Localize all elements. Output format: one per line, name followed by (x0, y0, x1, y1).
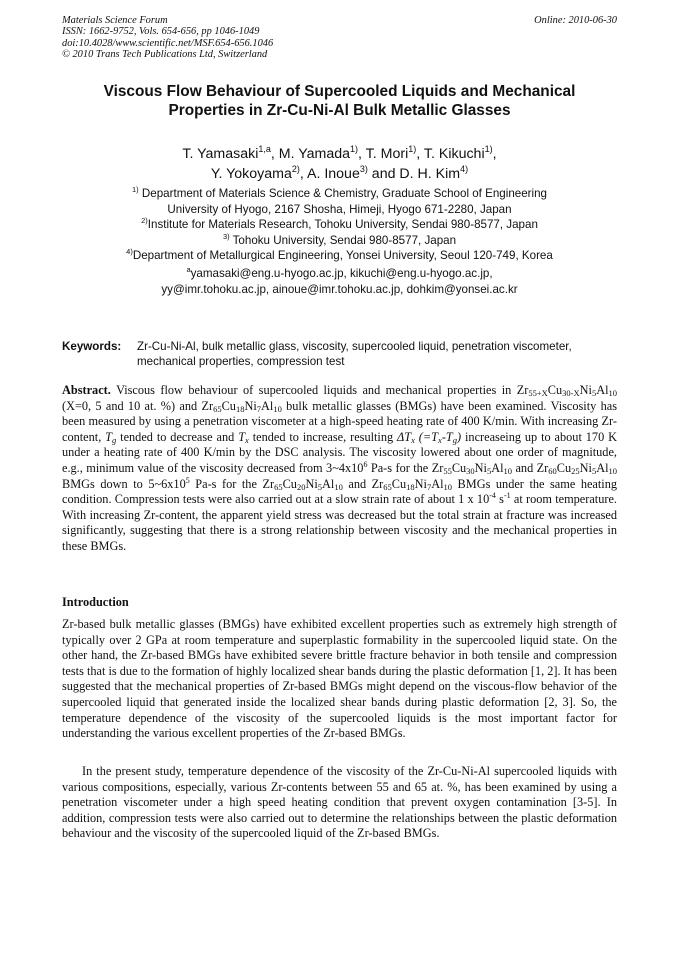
composition: $Zr_{55}Cu_{30}Ni_5Al_{10}$ (431, 460, 513, 476)
affiliations (62, 186, 617, 264)
online-date: Online: 2010-06-30 (534, 15, 617, 26)
title-line-1: Viscous Flow Behaviour of Supercooled Liquids and Mechanical (103, 83, 576, 100)
author-line-2: Y. Yokoyama$^{2)}$, A. Inoue$^{3)}$ and D. H. Kim$^{4)}$ (210, 163, 469, 182)
affil-mark: 2) (141, 216, 148, 225)
affiliation-1-address: University of Hyogo, 2167 Shosha, Himeji, Hyogo 671-2280, Japan (167, 202, 512, 216)
journal-issn: ISSN: 1662-9752, Vols. 654-656, pp 1046-1049 (62, 26, 260, 38)
keywords-label: Keywords: (62, 340, 122, 353)
composition: $Zr_{60}Cu_{25}Ni_5Al_{10}$ (536, 460, 617, 476)
intro-paragraph-1: Zr-based bulk metallic glasses (BMGs) have exhibited excellent properties such as extremely high strength of typically over 2 GPa at room temperature and superplastic formability in the supercooled liquid state. On the other hand, the Zr-based BMGs have exhibited severe brittle fracture behavior in both tensile and compression tests that is due to the formation of highly localized shear bands during the plastic deformation [1, 2]. It has been suggested that the mechanical properties of Zr-based BMGs might depend on the viscous-flow behavior of the supercooled liquid that generated inside the localized shear bands during plastic deformation [2, 3]. So, the temperature dependence of the viscosity of the supercooled liquids is the most important factor for understanding the various excellent properties of the Zr-based BMGs. (62, 617, 617, 741)
author-name: D. H. Kim (399, 165, 461, 182)
author-affil-mark: 1,a (258, 144, 271, 154)
affiliation-4: $^{4)}$Department of Metallurgical Engineering, Yonsei University, Seoul 120-749, Korea (126, 247, 553, 262)
author-affil-mark: 4) (460, 163, 469, 174)
intro-paragraph-2: In the present study, temperature dependence of the viscosity of the Zr-Cu-Ni-Al supercooled liquids with various compositions, especially, various Zr-contents between 55 and 65 at. %, has been examined by using a penetration viscometer under a high speed heating condition that prevent oxygen contamination [3-5]. In addition, compression tests were also carried out to determine the relationships between the plastic deformation behaviour and the viscosity of the supercooled liquid of the Zr-based BMGs. (62, 764, 617, 841)
author-line-1: T. Yamasaki$^{1,a}$, M. Yamada$^{1)}$, T. Mori$^{1)}$, T. Kikuchi$^{1)}$, (182, 144, 497, 162)
abstract: Abstract. Viscous flow behaviour of supercooled liquids and mechanical properties in $Zr_{55+X}Cu_{30-X}Ni_5Al_{10}$ (X=0, 5 and 10 at. %) and $Zr_{65}Cu_{18}Ni_7Al_{10}$ bulk metallic glasses (BMGs) have been examined. Viscosity has been measured by using a penetration viscometer at a high-speed heating rate of 400 K/min. With increasing Zr-content, $T_g$ tended to decrease and $T_x$ tended to increase, resulting $\Delta T_x$ $(=T_x-T_g)$ increaseing up to about 170 K under a heating rate of 400 K/min by the DSC analysis. The viscosity lowered about one order of magnitude, e.g., minimum value of the viscosity decreased from $3\sim 4x10^6$ Pa-s for the $Zr_{55}Cu_{30}Ni_5Al_{10}$ and $Zr_{60}Cu_{25}Ni_5Al_{10}$ BMGs down to $5\sim 6x10^5$ Pa-s for the $Zr_{65}Cu_{20}Ni_5Al_{10}$ and $Zr_{65}Cu_{18}Ni_7Al_{10}$ BMGs under the same heating condition. Compression tests were also carried out at a slow strain rate of about 1 x $10^{-4}$ $s^{-1}$ at room temperature. With increasing Zr-content, the apparent yield stress was decreased but the total strain at fracture was increased significantly, suggesting that there is a strong relationship between viscosity and the mechanical properties in these BMGs. (62, 383, 618, 553)
composition: $Zr_{65}Cu_{20}Ni_5Al_{10}$ (262, 476, 343, 492)
email-mark: a (186, 265, 191, 274)
symbol-tg: $T_g$ (105, 429, 117, 445)
affiliation-2: $^{2)}$Institute for Materials Research, Tohoku University, Sendai 980-8577, Japan (141, 216, 538, 231)
composition: $Zr_{65}Cu_{18}Ni_7Al_{10}$ (371, 476, 453, 492)
author-affil-mark: 2) (291, 163, 300, 174)
journal-name: Materials Science Forum (62, 15, 168, 26)
affil-mark: 1) (131, 185, 139, 194)
author-name: T. Kikuchi (423, 146, 485, 162)
abstract-label: Abstract. (62, 383, 111, 397)
symbol-tx: $T_x$ (238, 429, 249, 445)
author-name: T. Yamasaki (182, 146, 259, 162)
author-emails (62, 266, 617, 297)
symbol-delta-tx: $\Delta T_x$ $(=T_x-T_g)$ (397, 429, 462, 445)
author-name: Y. Yokoyama (210, 165, 292, 182)
paper-title (62, 82, 617, 120)
author-name: A. Inoue (306, 165, 360, 182)
section-heading-introduction: Introduction (62, 595, 129, 609)
author-affil-mark: 3) (359, 163, 368, 174)
author-list (62, 145, 617, 184)
journal-copyright: © 2010 Trans Tech Publications Ltd, Switzerland (62, 49, 268, 61)
composition: $Zr_{65}Cu_{18}Ni_7Al_{10}$ (201, 398, 282, 414)
email-line-2[interactable]: yy@imr.tohoku.ac.jp, ainoue@imr.tohoku.ac.jp, dohkim@yonsei.ac.kr (161, 282, 518, 296)
author-affil-mark: 1) (350, 144, 359, 154)
affiliation-1: $^{1)}$ Department of Materials Science & Chemistry, Graduate School of Engineering (131, 185, 548, 200)
affiliation-3: $^{3)}$ Tohoku University, Sendai 980-8577, Japan (222, 231, 457, 247)
author-affil-mark: 1) (408, 144, 417, 154)
affil-mark: 3) (222, 231, 230, 241)
author-name: T. Mori (365, 146, 409, 162)
affil-mark: 4) (126, 247, 133, 256)
journal-doi[interactable]: doi:10.4028/www.scientific.net/MSF.654-656.1046 (62, 37, 274, 49)
author-name: M. Yamada (278, 146, 351, 162)
author-affil-mark: 1) (484, 144, 493, 154)
journal-info (62, 15, 273, 61)
composition: $Zr_{55+X}Cu_{30-X}Ni_5Al_{10}$ (516, 383, 617, 398)
keywords-text: Zr-Cu-Ni-Al, bulk metallic glass, viscosity, supercooled liquid, penetration viscometer, mechanical properties, compression test (137, 340, 572, 368)
title-line-2: Properties in Zr-Cu-Ni-Al Bulk Metallic Glasses (168, 102, 511, 119)
email-line-1[interactable]: $^a$yamasaki@eng.u-hyogo.ac.jp, kikuchi@eng.u-hyogo.ac.jp, (186, 265, 493, 280)
